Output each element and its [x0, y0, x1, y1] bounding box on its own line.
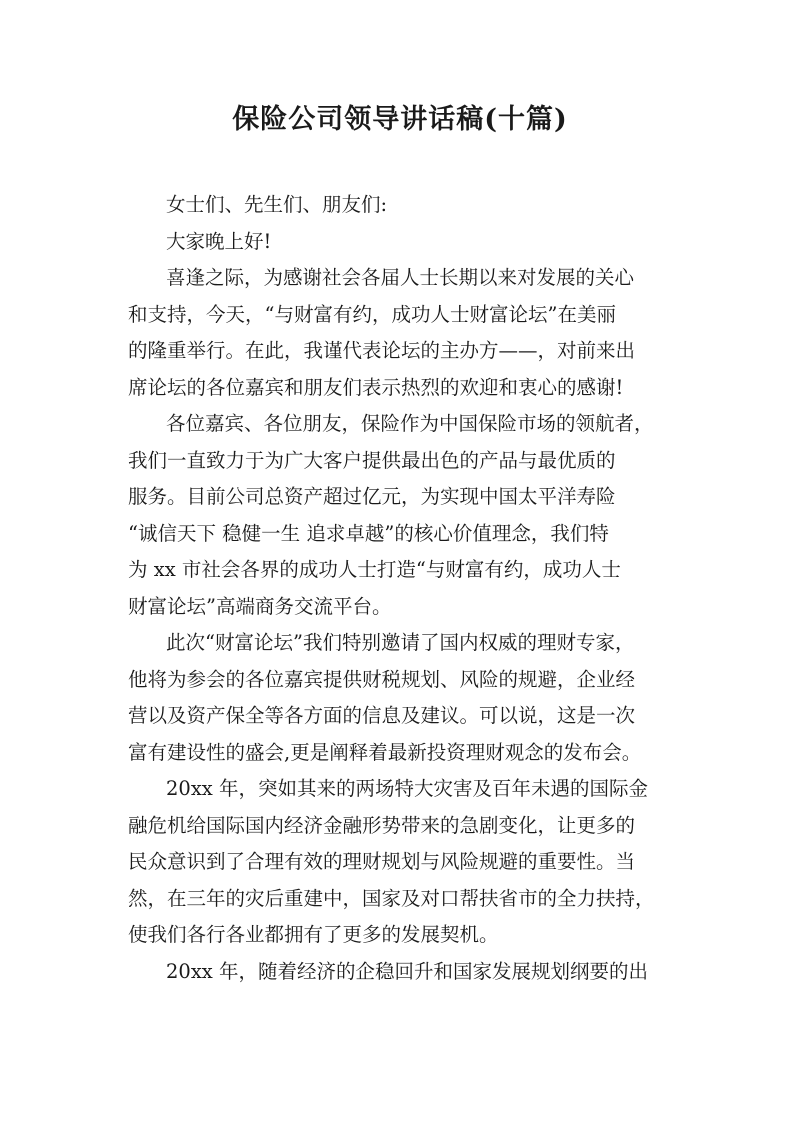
text-line: “诚信天下 稳健一生 追求卓越”的核心价值理念，我们特 — [128, 521, 609, 545]
text-line: 营以及资产保全等各方面的信息及建议。可以说，这是一次 — [128, 704, 636, 727]
text-line: 的隆重举行。在此，我谨代表论坛的主办方——，对前来出 — [128, 339, 636, 362]
document-title: 保险公司领导讲话稿(十篇) — [232, 104, 568, 135]
text-line: 融危机给国际国内经济金融形势带来的急剧变化，让更多的 — [128, 813, 636, 837]
text-line: 和支持，今天，“与财富有约，成功人士财富论坛”在美丽 — [128, 302, 616, 326]
text-line: 服务。目前公司总资产超过亿元，为实现中国太平洋寿险 — [128, 485, 616, 508]
text-line: 20xx 年，随着经济的企稳回升和国家发展规划纲要的出 — [166, 959, 649, 983]
text-line: 财富论坛”高端商务交流平台。 — [128, 594, 392, 618]
text-line: 此次“财富论坛”我们特别邀请了国内权威的理财专家， — [166, 631, 635, 654]
text-line: 大家晚上好! — [166, 229, 272, 253]
text-line: 为 xx 市社会各界的成功人士打造“与财富有约，成功人士 — [128, 558, 621, 581]
text-line: 席论坛的各位嘉宾和朋友们表示热烈的欢迎和衷心的感谢! — [128, 375, 624, 399]
text-line: 然，在三年的灾后重建中，国家及对口帮扶省市的全力扶持， — [128, 886, 655, 910]
text-line: 使我们各行各业都拥有了更多的发展契机。 — [128, 923, 499, 946]
text-line: 各位嘉宾、各位朋友，保险作为中国保险市场的领航者， — [166, 412, 654, 435]
text-line: 喜逢之际，为感谢社会各届人士长期以来对发展的关心 — [166, 266, 635, 289]
text-line: 20xx 年，突如其来的两场特大灾害及百年未遇的国际金 — [166, 777, 649, 800]
text-line: 他将为参会的各位嘉宾提供财税规划、风险的规避，企业经 — [128, 667, 636, 691]
text-line: 女士们、先生们、朋友们: — [166, 193, 388, 216]
text-line: 民众意识到了合理有效的理财规划与风险规避的重要性。当 — [128, 850, 636, 873]
text-line: 我们一直致力于为广大客户提供最出色的产品与最优质的 — [128, 448, 616, 472]
document-body — [128, 187, 688, 990]
text-line: 富有建设性的盛会,更是阐释着最新投资理财观念的发布会。 — [128, 740, 642, 764]
